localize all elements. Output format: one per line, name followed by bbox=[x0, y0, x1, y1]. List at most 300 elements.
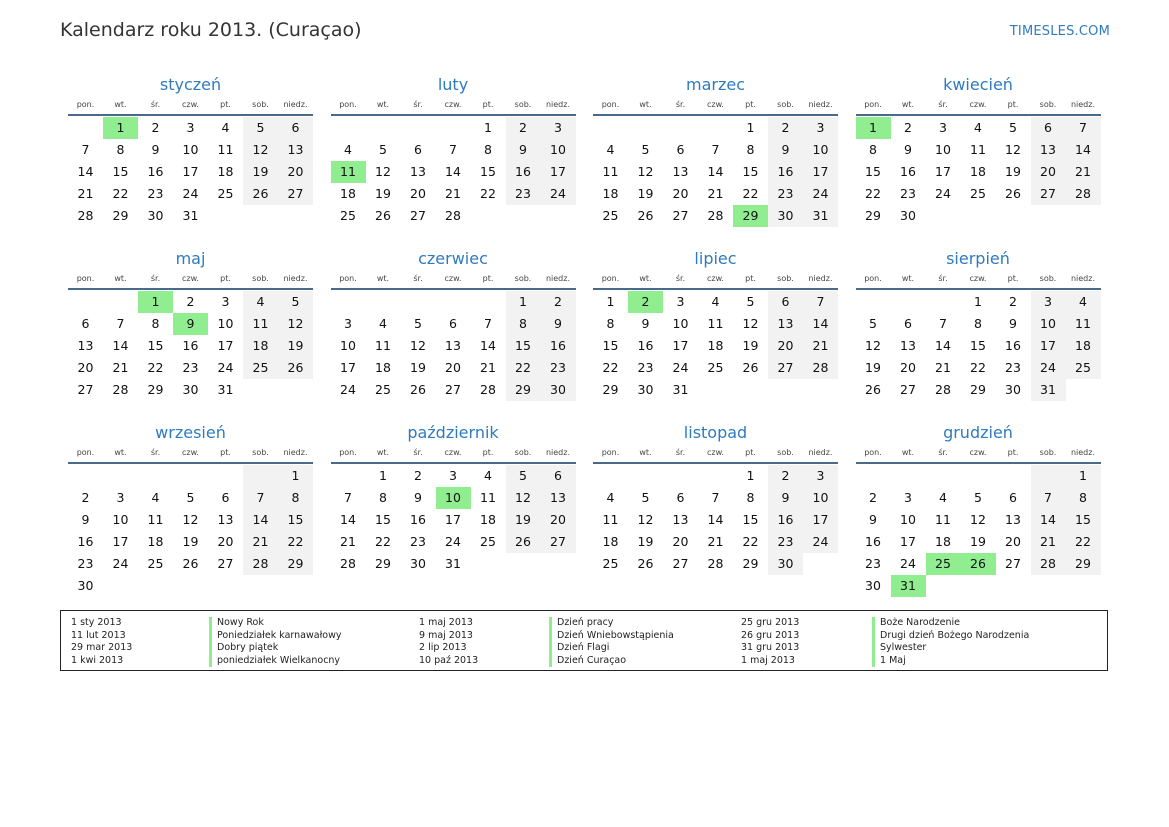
day-cell: 18 bbox=[217, 164, 234, 179]
day-cell: 28 bbox=[935, 382, 951, 397]
day-cell: 29 bbox=[1066, 553, 1101, 575]
day-cell: 20 bbox=[77, 360, 94, 375]
day-cell: 9 bbox=[506, 139, 541, 161]
day-cell: 31 bbox=[217, 382, 234, 397]
weekday-label: niedz. bbox=[545, 274, 571, 283]
day-cell: 11 bbox=[935, 512, 951, 527]
day-cell: 21 bbox=[77, 186, 94, 201]
day-cell: 24 bbox=[1031, 357, 1066, 379]
legend-dates-col bbox=[741, 617, 799, 667]
day-cell: 22 bbox=[970, 360, 986, 375]
day-cell: 3 bbox=[803, 117, 838, 139]
empty-cell bbox=[243, 465, 278, 487]
day-cell: 12 bbox=[410, 338, 426, 353]
day-cell: 7 bbox=[449, 142, 457, 157]
weekday-label: czw. bbox=[969, 448, 987, 457]
day-cell: 20 bbox=[768, 335, 803, 357]
legend-holiday-name: Sylwester bbox=[872, 642, 1029, 655]
day-cell: 27 bbox=[1005, 556, 1021, 571]
weekday-label: pon. bbox=[864, 100, 882, 109]
day-cell: 1 bbox=[746, 120, 755, 135]
day-cell: 12 bbox=[243, 139, 278, 161]
day-cell: 28 bbox=[445, 208, 461, 223]
day-cell: 31 bbox=[182, 208, 199, 223]
day-cell: 13 bbox=[77, 338, 94, 353]
day-cell: 23 bbox=[900, 186, 916, 201]
day-cell: 12 bbox=[742, 316, 759, 331]
day-cell: 27 bbox=[410, 208, 426, 223]
empty-cell bbox=[856, 291, 891, 313]
day-cell: 6 bbox=[81, 316, 90, 331]
day-cell: 16 bbox=[768, 509, 803, 531]
day-cell: 12 bbox=[970, 512, 986, 527]
day-cell: 19 bbox=[742, 338, 759, 353]
day-cell: 7 bbox=[243, 487, 278, 509]
day-cell: 15 bbox=[112, 164, 129, 179]
day-cell: 28 bbox=[77, 208, 94, 223]
weekday-label: sob. bbox=[777, 448, 794, 457]
empty-cell bbox=[138, 465, 173, 487]
day-cell: 22 bbox=[112, 186, 129, 201]
weekday-label: śr. bbox=[413, 274, 423, 283]
day-cell: 29 bbox=[970, 382, 986, 397]
day-grid bbox=[856, 465, 1101, 597]
day-cell: 24 bbox=[672, 360, 689, 375]
day-cell: 22 bbox=[742, 534, 759, 549]
day-cell: 21 bbox=[1031, 531, 1066, 553]
day-cell: 24 bbox=[182, 186, 199, 201]
weekday-label: sob. bbox=[777, 274, 794, 283]
month-5 bbox=[331, 246, 576, 420]
day-cell: 4 bbox=[1066, 291, 1101, 313]
empty-cell bbox=[926, 465, 961, 487]
weekday-label: czw. bbox=[707, 448, 724, 457]
day-cell: 24 bbox=[935, 186, 951, 201]
empty-cell bbox=[891, 291, 926, 313]
day-cell: 15 bbox=[742, 512, 759, 527]
weekday-header bbox=[593, 446, 838, 464]
day-cell: 6 bbox=[768, 291, 803, 313]
day-cell: 7 bbox=[116, 316, 125, 331]
day-cell: 4 bbox=[974, 120, 982, 135]
month-name: listopad bbox=[683, 423, 748, 442]
day-cell: 10 bbox=[340, 338, 356, 353]
day-cell: 16 bbox=[410, 512, 426, 527]
weekday-label: sob. bbox=[1039, 274, 1057, 283]
day-cell: 11 bbox=[602, 164, 619, 179]
day-cell: 13 bbox=[445, 338, 461, 353]
day-cell: 28 bbox=[803, 357, 838, 379]
day-cell: 30 bbox=[1005, 382, 1021, 397]
empty-cell bbox=[436, 291, 471, 313]
weekday-label: pt. bbox=[1007, 448, 1019, 457]
weekday-label: wt. bbox=[639, 100, 652, 109]
empty-cell bbox=[366, 117, 401, 139]
day-cell: 9 bbox=[541, 313, 576, 335]
empty-cell bbox=[698, 117, 733, 139]
day-cell: 12 bbox=[637, 512, 654, 527]
day-cell: 25 bbox=[375, 382, 391, 397]
holiday-day-cell: 11 bbox=[331, 161, 366, 183]
day-cell: 5 bbox=[641, 490, 650, 505]
day-cell: 12 bbox=[182, 512, 199, 527]
day-cell: 11 bbox=[707, 316, 724, 331]
day-cell: 22 bbox=[742, 186, 759, 201]
day-cell: 7 bbox=[803, 291, 838, 313]
day-cell: 1 bbox=[606, 294, 615, 309]
weekday-label: pt. bbox=[1007, 274, 1019, 283]
legend-holiday-name: 1 Maj bbox=[872, 655, 1029, 668]
day-cell: 28 bbox=[1066, 183, 1101, 205]
weekday-label: niedz. bbox=[283, 274, 308, 283]
day-cell: 28 bbox=[1031, 553, 1066, 575]
day-cell: 11 bbox=[602, 512, 619, 527]
page-title: Kalendarz roku 2013. (Curaçao) bbox=[60, 19, 362, 41]
legend-holiday-name: Dzień pracy bbox=[549, 617, 674, 630]
day-cell: 20 bbox=[1005, 534, 1021, 549]
day-cell: 18 bbox=[243, 335, 278, 357]
day-cell: 23 bbox=[865, 556, 881, 571]
day-cell: 8 bbox=[506, 313, 541, 335]
month-0 bbox=[68, 72, 313, 246]
legend-date: 1 sty 2013 bbox=[71, 617, 122, 628]
empty-cell bbox=[173, 465, 208, 487]
day-cell: 7 bbox=[344, 490, 352, 505]
day-cell: 23 bbox=[77, 556, 94, 571]
day-cell: 3 bbox=[541, 117, 576, 139]
day-cell: 28 bbox=[707, 556, 724, 571]
day-cell: 24 bbox=[900, 556, 916, 571]
day-cell: 21 bbox=[707, 534, 724, 549]
day-cell: 20 bbox=[278, 161, 313, 183]
day-cell: 14 bbox=[243, 509, 278, 531]
day-cell: 7 bbox=[484, 316, 492, 331]
legend-names-col bbox=[209, 617, 341, 667]
day-cell: 11 bbox=[217, 142, 234, 157]
day-cell: 19 bbox=[970, 534, 986, 549]
day-cell: 17 bbox=[1031, 335, 1066, 357]
weekday-label: śr. bbox=[675, 448, 686, 457]
day-cell: 18 bbox=[1066, 335, 1101, 357]
legend-holiday-name: Dzień Curaçao bbox=[549, 655, 674, 668]
empty-cell bbox=[331, 291, 366, 313]
day-cell: 17 bbox=[182, 164, 199, 179]
day-cell: 10 bbox=[672, 316, 689, 331]
weekday-label: pt. bbox=[220, 274, 231, 283]
weekday-label: sob. bbox=[252, 100, 269, 109]
day-cell: 22 bbox=[865, 186, 881, 201]
day-cell: 17 bbox=[672, 338, 689, 353]
weekday-label: pon. bbox=[864, 448, 882, 457]
legend-holiday-name: Boże Narodzenie bbox=[872, 617, 1029, 630]
day-cell: 4 bbox=[711, 294, 720, 309]
day-cell: 31 bbox=[672, 382, 689, 397]
day-cell: 12 bbox=[865, 338, 881, 353]
weekday-header bbox=[68, 446, 313, 464]
day-cell: 19 bbox=[1005, 164, 1021, 179]
empty-cell bbox=[593, 465, 628, 487]
weekday-label: sob. bbox=[252, 448, 269, 457]
legend-date: 2 lip 2013 bbox=[419, 642, 467, 653]
weekday-label: niedz. bbox=[283, 100, 308, 109]
day-cell: 9 bbox=[1009, 316, 1017, 331]
day-cell: 14 bbox=[1066, 139, 1101, 161]
weekday-label: śr. bbox=[413, 100, 423, 109]
day-cell: 29 bbox=[506, 379, 541, 401]
day-cell: 19 bbox=[278, 335, 313, 357]
day-cell: 30 bbox=[637, 382, 654, 397]
month-4 bbox=[68, 246, 313, 420]
day-cell: 31 bbox=[1031, 379, 1066, 401]
day-cell: 7 bbox=[711, 490, 720, 505]
day-cell: 30 bbox=[768, 553, 803, 575]
day-cell: 6 bbox=[449, 316, 457, 331]
day-cell: 1 bbox=[379, 468, 387, 483]
day-cell: 23 bbox=[410, 534, 426, 549]
day-cell: 15 bbox=[278, 509, 313, 531]
weekday-label: pt. bbox=[220, 100, 231, 109]
day-cell: 29 bbox=[742, 556, 759, 571]
weekday-label: czw. bbox=[444, 274, 462, 283]
day-cell: 14 bbox=[707, 164, 724, 179]
day-cell: 26 bbox=[243, 183, 278, 205]
holiday-day-cell: 25 bbox=[926, 553, 961, 575]
weekday-label: pt. bbox=[745, 448, 756, 457]
day-cell: 23 bbox=[1005, 360, 1021, 375]
weekday-label: pt. bbox=[1007, 100, 1019, 109]
day-cell: 27 bbox=[77, 382, 94, 397]
day-cell: 21 bbox=[243, 531, 278, 553]
day-cell: 20 bbox=[672, 534, 689, 549]
day-cell: 19 bbox=[865, 360, 881, 375]
day-cell: 9 bbox=[81, 512, 90, 527]
day-cell: 20 bbox=[672, 186, 689, 201]
day-cell: 3 bbox=[676, 294, 685, 309]
day-cell: 5 bbox=[243, 117, 278, 139]
day-cell: 1 bbox=[746, 468, 755, 483]
day-cell: 27 bbox=[672, 208, 689, 223]
day-cell: 18 bbox=[480, 512, 496, 527]
day-cell: 13 bbox=[1031, 139, 1066, 161]
day-cell: 25 bbox=[243, 357, 278, 379]
day-cell: 25 bbox=[707, 360, 724, 375]
day-cell: 26 bbox=[742, 360, 759, 375]
day-cell: 24 bbox=[112, 556, 129, 571]
weekday-label: śr. bbox=[938, 100, 948, 109]
day-cell: 12 bbox=[278, 313, 313, 335]
month-3 bbox=[856, 72, 1101, 246]
legend-holiday-name: poniedziałek Wielkanocny bbox=[209, 655, 341, 668]
day-cell: 2 bbox=[186, 294, 195, 309]
day-cell: 10 bbox=[182, 142, 199, 157]
month-7 bbox=[856, 246, 1101, 420]
day-cell: 6 bbox=[676, 490, 685, 505]
day-cell: 11 bbox=[147, 512, 164, 527]
day-cell: 5 bbox=[641, 142, 650, 157]
weekday-header bbox=[856, 446, 1101, 464]
day-cell: 27 bbox=[672, 556, 689, 571]
day-cell: 17 bbox=[340, 360, 356, 375]
day-cell: 26 bbox=[410, 382, 426, 397]
day-cell: 8 bbox=[746, 490, 755, 505]
legend-date: 10 paź 2013 bbox=[419, 654, 479, 666]
weekday-label: wt. bbox=[901, 100, 915, 109]
weekday-label: wt. bbox=[639, 274, 652, 283]
day-cell: 21 bbox=[935, 360, 951, 375]
day-cell: 26 bbox=[375, 208, 391, 223]
legend-names-col bbox=[872, 617, 1029, 667]
weekday-label: niedz. bbox=[1070, 274, 1096, 283]
day-cell: 26 bbox=[1005, 186, 1021, 201]
day-cell: 12 bbox=[375, 164, 391, 179]
day-cell: 5 bbox=[414, 316, 422, 331]
weekday-label: śr. bbox=[413, 448, 423, 457]
month-name: styczeń bbox=[159, 75, 222, 94]
weekday-header bbox=[856, 98, 1101, 116]
day-cell: 9 bbox=[904, 142, 912, 157]
legend-date: 31 gru 2013 bbox=[741, 642, 800, 653]
day-cell: 30 bbox=[410, 556, 426, 571]
site-link[interactable]: TIMESLES.COM bbox=[1009, 24, 1110, 39]
day-cell: 20 bbox=[445, 360, 461, 375]
day-cell: 15 bbox=[742, 164, 759, 179]
day-cell: 22 bbox=[278, 531, 313, 553]
day-cell: 22 bbox=[602, 360, 619, 375]
day-cell: 22 bbox=[1066, 531, 1101, 553]
legend-date: 25 gru 2013 bbox=[741, 617, 800, 628]
day-cell: 20 bbox=[900, 360, 916, 375]
legend-holiday-name: Dzień Flagi bbox=[549, 642, 674, 655]
day-cell: 14 bbox=[340, 512, 356, 527]
day-cell: 3 bbox=[939, 120, 947, 135]
month-name: lipiec bbox=[694, 249, 737, 268]
day-cell: 19 bbox=[637, 186, 654, 201]
day-cell: 14 bbox=[1031, 509, 1066, 531]
day-cell: 14 bbox=[935, 338, 951, 353]
empty-cell bbox=[961, 465, 996, 487]
day-grid bbox=[593, 291, 838, 401]
day-cell: 29 bbox=[278, 553, 313, 575]
day-cell: 4 bbox=[939, 490, 947, 505]
day-cell: 5 bbox=[869, 316, 877, 331]
day-cell: 19 bbox=[375, 186, 391, 201]
day-cell: 2 bbox=[1009, 294, 1017, 309]
day-cell: 4 bbox=[606, 490, 615, 505]
day-cell: 26 bbox=[182, 556, 199, 571]
day-grid bbox=[331, 465, 576, 575]
day-cell: 2 bbox=[81, 490, 90, 505]
day-cell: 9 bbox=[414, 490, 422, 505]
empty-cell bbox=[366, 291, 401, 313]
day-cell: 20 bbox=[410, 186, 426, 201]
empty-cell bbox=[401, 117, 436, 139]
day-cell: 7 bbox=[1031, 487, 1066, 509]
legend-date: 11 lut 2013 bbox=[71, 629, 126, 641]
weekday-label: niedz. bbox=[545, 448, 571, 457]
day-cell: 7 bbox=[939, 316, 947, 331]
empty-cell bbox=[331, 117, 366, 139]
month-2 bbox=[593, 72, 838, 246]
day-cell: 30 bbox=[865, 578, 881, 593]
day-cell: 10 bbox=[900, 512, 916, 527]
day-cell: 2 bbox=[904, 120, 912, 135]
day-cell: 15 bbox=[506, 335, 541, 357]
weekday-label: pon. bbox=[76, 448, 95, 457]
day-cell: 17 bbox=[541, 161, 576, 183]
day-cell: 12 bbox=[637, 164, 654, 179]
empty-cell bbox=[856, 465, 891, 487]
day-cell: 29 bbox=[375, 556, 391, 571]
weekday-label: pt. bbox=[482, 448, 494, 457]
day-cell: 7 bbox=[81, 142, 90, 157]
day-cell: 5 bbox=[506, 465, 541, 487]
day-cell: 3 bbox=[1031, 291, 1066, 313]
day-cell: 30 bbox=[768, 205, 803, 227]
month-name: grudzień bbox=[943, 423, 1013, 442]
day-cell: 6 bbox=[1031, 117, 1066, 139]
weekday-label: wt. bbox=[376, 274, 390, 283]
empty-cell bbox=[103, 465, 138, 487]
day-cell: 12 bbox=[506, 487, 541, 509]
day-cell: 1 bbox=[278, 465, 313, 487]
day-cell: 11 bbox=[243, 313, 278, 335]
day-cell: 6 bbox=[676, 142, 685, 157]
day-cell: 16 bbox=[147, 164, 164, 179]
day-cell: 14 bbox=[77, 164, 94, 179]
weekday-label: pon. bbox=[601, 100, 620, 109]
empty-cell bbox=[698, 465, 733, 487]
weekday-label: śr. bbox=[150, 274, 161, 283]
weekday-label: czw. bbox=[969, 100, 987, 109]
day-cell: 28 bbox=[707, 208, 724, 223]
day-cell: 9 bbox=[151, 142, 160, 157]
day-cell: 4 bbox=[151, 490, 160, 505]
legend-date: 1 kwi 2013 bbox=[71, 654, 124, 666]
weekday-label: pt. bbox=[745, 274, 756, 283]
day-grid bbox=[593, 465, 838, 575]
weekday-label: niedz. bbox=[808, 274, 833, 283]
day-cell: 22 bbox=[480, 186, 496, 201]
day-cell: 23 bbox=[182, 360, 199, 375]
weekday-label: czw. bbox=[444, 100, 462, 109]
month-name: wrzesień bbox=[155, 423, 226, 442]
month-name: luty bbox=[437, 75, 469, 94]
day-cell: 2 bbox=[768, 117, 803, 139]
day-cell: 3 bbox=[344, 316, 352, 331]
day-cell: 16 bbox=[182, 338, 199, 353]
day-cell: 10 bbox=[1031, 313, 1066, 335]
day-cell: 24 bbox=[340, 382, 356, 397]
day-cell: 19 bbox=[506, 509, 541, 531]
day-cell: 9 bbox=[768, 139, 803, 161]
day-cell: 27 bbox=[1031, 183, 1066, 205]
legend-date: 29 mar 2013 bbox=[71, 642, 133, 653]
day-cell: 25 bbox=[217, 186, 234, 201]
day-cell: 14 bbox=[112, 338, 129, 353]
weekday-label: wt. bbox=[901, 448, 915, 457]
empty-cell bbox=[1031, 465, 1066, 487]
holiday-day-cell: 26 bbox=[961, 553, 996, 575]
day-cell: 20 bbox=[217, 534, 234, 549]
day-cell: 10 bbox=[217, 316, 234, 331]
day-cell: 28 bbox=[112, 382, 129, 397]
day-cell: 21 bbox=[480, 360, 496, 375]
day-cell: 26 bbox=[506, 531, 541, 553]
empty-cell bbox=[208, 465, 243, 487]
day-cell: 29 bbox=[602, 382, 619, 397]
day-cell: 26 bbox=[637, 208, 654, 223]
legend-holiday-name: Dzień Wniebowstąpienia bbox=[549, 630, 674, 643]
